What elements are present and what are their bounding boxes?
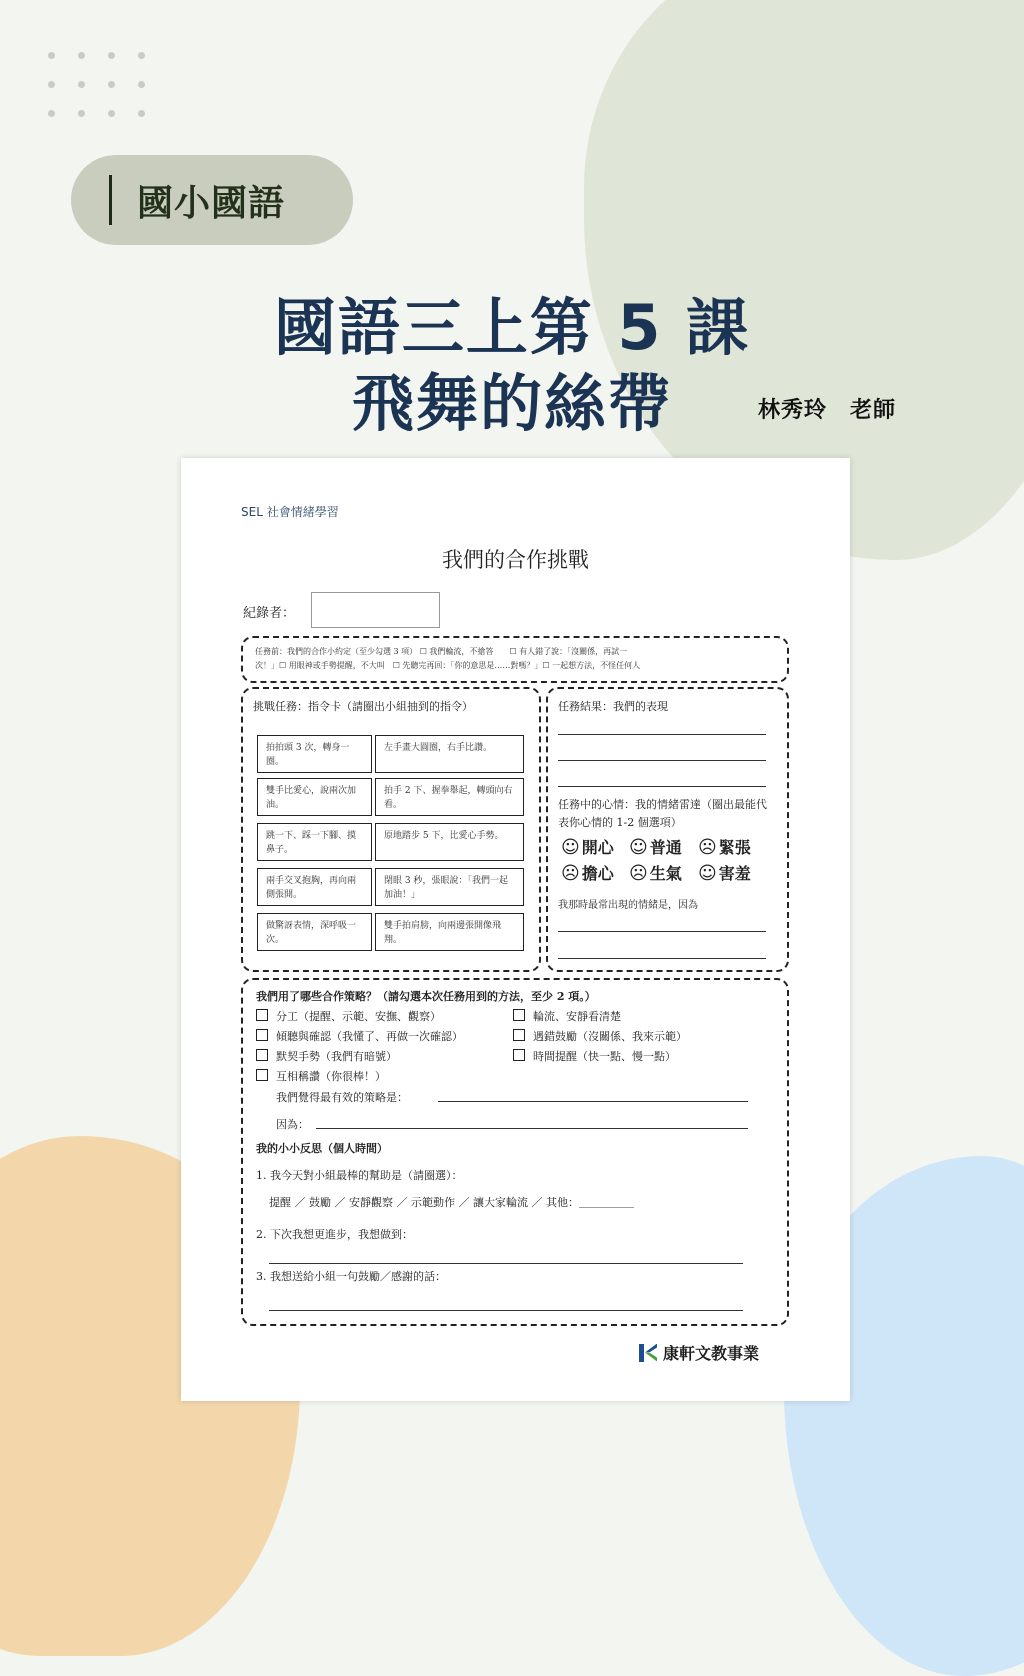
strategy-checkbox[interactable]: 輪流、安靜看清楚 [513,1008,621,1024]
reflection-title: 我的小小反思（個人時間） [256,1142,388,1155]
emotion-nervous[interactable]: ☹ 緊張 [698,837,751,858]
answer-line[interactable] [558,931,766,932]
smile-icon: ☺ [561,837,580,858]
reflection-q2: 2. 下次我想更進步，我想做到： [256,1228,413,1241]
command-card[interactable]: 原地踏步 5 下，比愛心手勢。 [375,823,524,861]
answer-line[interactable] [558,734,766,735]
challenge-title: 挑戰任務：指令卡（請圈出小組抽到的指令） [253,700,473,713]
rules-line-1: 任務前：我們的合作小約定（至少勾選 3 項） ☐ 我們輪流，不搶答 ☐ 有人錯了說：「沒關係，再試一 [255,647,628,656]
worksheet-preview [181,458,850,1401]
reflection-q2-line[interactable] [269,1263,743,1264]
answer-line[interactable] [558,786,766,787]
strategy-checkbox[interactable]: 遇錯鼓勵（沒關係、我來示範） [513,1028,687,1044]
command-card[interactable]: 拍手 2 下、握拳舉起，轉頭向右看。 [375,778,524,816]
emotion-neutral[interactable]: ☺ 普通 [629,837,682,858]
shy-face-icon: ☺ [698,863,717,884]
reflection-q1-options[interactable]: 提醒 ／ 鼓勵 ／ 安靜觀察 ／ 示範動作 ／ 讓大家輪流 ／ 其他：＿＿＿＿＿ [269,1196,634,1209]
command-card[interactable]: 雙手拍肩膀，向兩邊張開像飛翔。 [375,913,524,951]
answer-line[interactable] [558,760,766,761]
sel-label: SEL 社會情緒學習 [241,505,339,519]
page-title-line1: 國語三上第 5 課 [273,291,751,364]
strategy-checkbox[interactable]: 時間提醒（快一點、慢一點） [513,1048,676,1064]
category-label: 國小國語 [137,182,286,224]
emotion-angry[interactable]: ☹ 生氣 [629,863,682,884]
pill-divider [109,175,112,225]
best-strategy-label: 我們覺得最有效的策略是： [276,1091,408,1104]
emotion-happy[interactable]: ☺ 開心 [561,837,614,858]
best-strategy-line[interactable] [438,1101,748,1102]
command-card[interactable]: 跳一下、踩一下腳、摸鼻子。 [257,823,372,861]
rules-line-2: 次！」☐ 用眼神或手勢提醒，不大叫 ☐ 先聽完再回：「你的意思是……對嗎？」☐ 一起想方法，不怪任何人 [255,661,641,670]
result-title: 任務結果：我們的表現 [558,700,668,713]
recorder-label: 紀錄者： [243,606,296,621]
mood-question: 任務中的心情：我的情緒雷達（圈出最能代表你心情的 1-2 個選項） [558,798,767,829]
answer-line[interactable] [558,958,766,959]
nervous-face-icon: ☹ [698,837,717,858]
publisher-mark-icon [639,1344,657,1362]
page-title-line2: 飛舞的絲帶 [351,367,672,440]
category-pill [71,155,353,245]
command-card[interactable]: 左手畫大圓圈，右手比讚。 [375,735,524,773]
strategy-checkbox[interactable]: 分工（提醒、示範、安撫、觀察） [256,1008,441,1024]
reflection-q3: 3. 我想送給小組一句鼓勵／感謝的話： [256,1270,446,1283]
reflection-q1: 1. 我今天對小組最棒的幫助是（請圈選）： [256,1169,463,1182]
strategy-checkbox[interactable]: 互相稱讚（你很棒！） [256,1068,386,1084]
rules-box [241,636,789,683]
because-line[interactable] [316,1128,748,1129]
strategy-checkbox[interactable]: 默契手勢（我們有暗號） [256,1048,397,1064]
publisher-logo [639,1341,759,1364]
strategy-title: 我們用了哪些合作策略？（請勾選本次任務用到的方法，至少 2 項。） [256,990,596,1003]
reflection-q3-line[interactable] [269,1310,743,1311]
teacher-name: 林秀玲 老師 [758,398,897,423]
command-card[interactable]: 閉眼 3 秒，張眼說：「我們一起加油！」 [375,868,524,906]
mood-reason: 我那時最常出現的情緒是，因為 [558,900,698,911]
neutral-face-icon: ☺ [629,837,648,858]
command-card[interactable]: 兩手交叉抱胸，再向兩側張開。 [257,868,372,906]
emotion-shy[interactable]: ☺ 害羞 [698,863,751,884]
recorder-field[interactable] [311,592,440,628]
emotion-worried[interactable]: ☹ 擔心 [561,863,614,884]
decor-dot-grid [48,52,146,117]
worried-face-icon: ☹ [561,863,580,884]
worksheet-title: 我們的合作挑戰 [442,548,589,572]
command-card[interactable]: 拍拍頭 3 次，轉身一圈。 [257,735,372,773]
publisher-name: 康軒文教事業 [663,1344,760,1363]
command-card[interactable]: 雙手比愛心，說兩次加油。 [257,778,372,816]
angry-face-icon: ☹ [629,863,648,884]
strategy-checkbox[interactable]: 傾聽與確認（我懂了、再做一次確認） [256,1028,463,1044]
because-label: 因為： [276,1118,309,1131]
command-card[interactable]: 做驚訝表情，深呼吸一次。 [257,913,372,951]
